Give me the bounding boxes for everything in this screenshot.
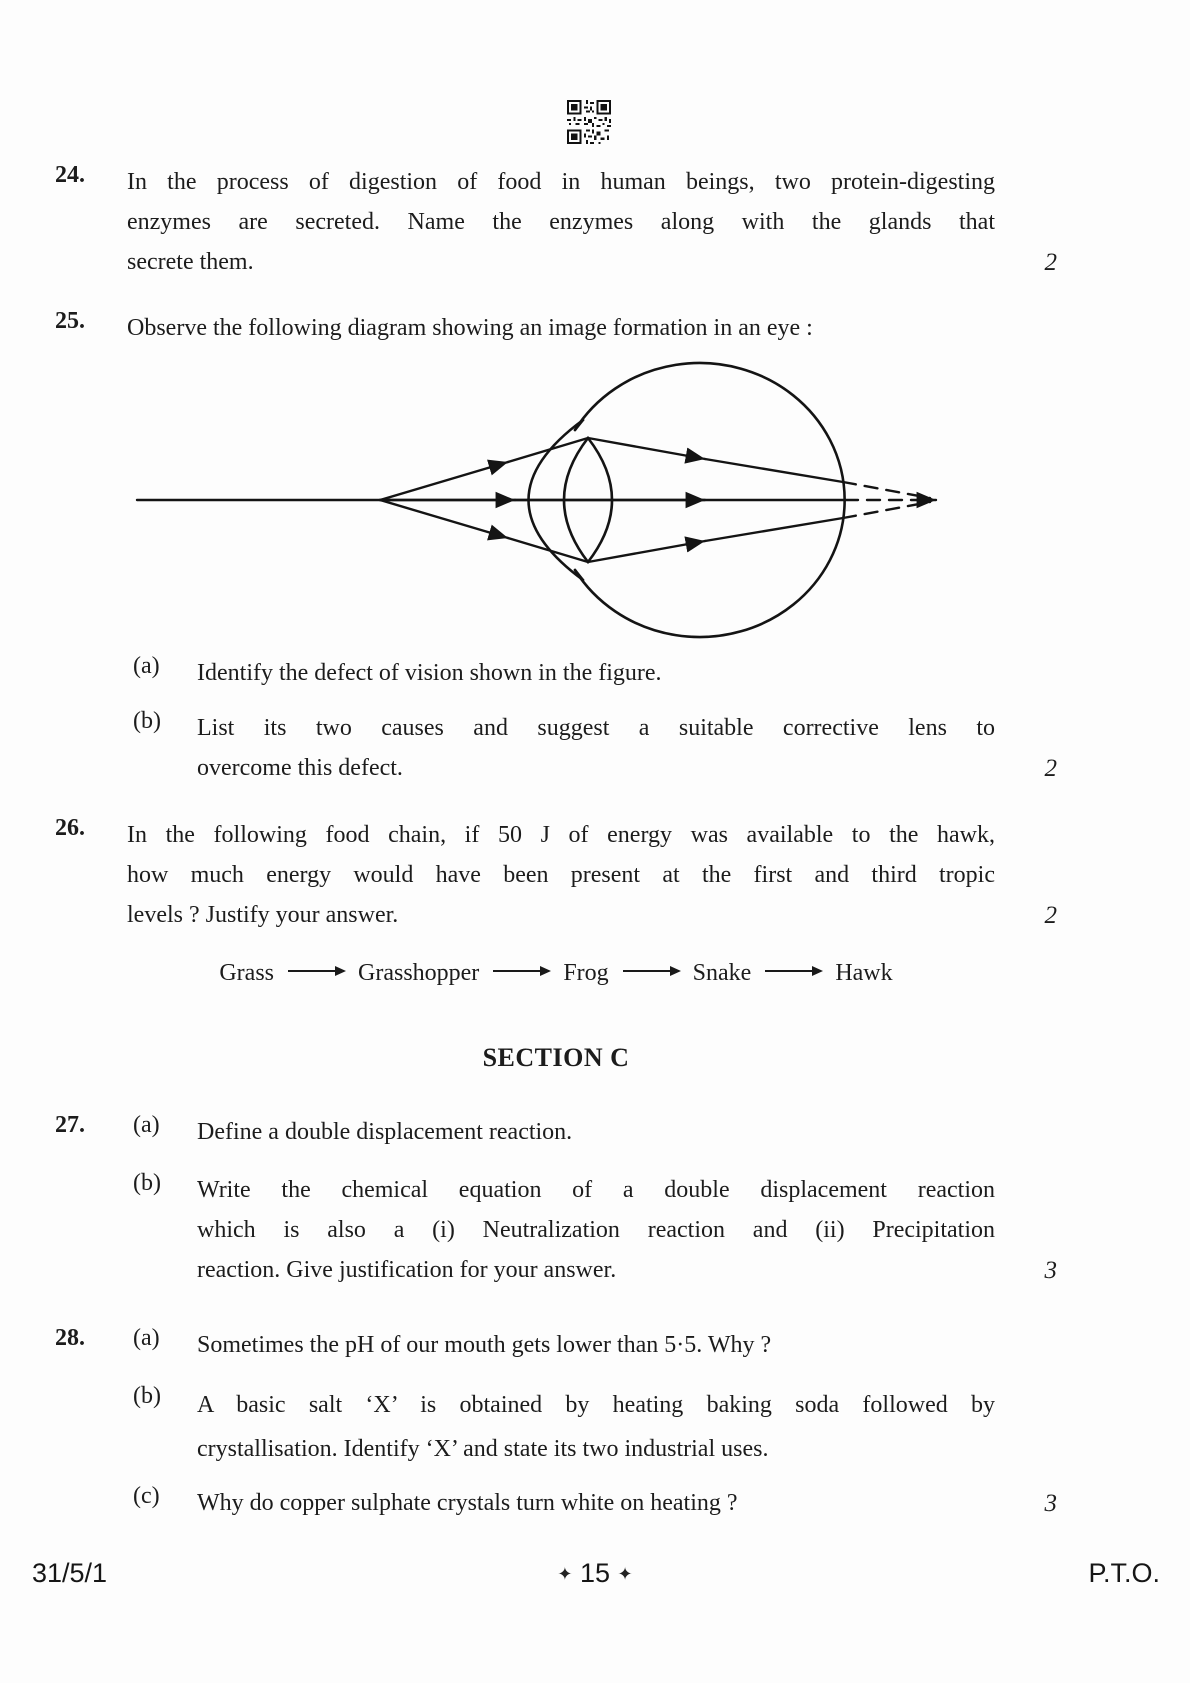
question-line: In the following food chain, if 50 J of energy was available to the hawk, bbox=[127, 822, 995, 848]
part-label: (b) bbox=[133, 1170, 161, 1196]
food-chain-item: Hawk bbox=[835, 960, 893, 987]
arrow-icon bbox=[288, 970, 344, 972]
question-27b bbox=[55, 1170, 1057, 1290]
star-ornament-icon: ✦ bbox=[617, 1564, 633, 1585]
question-number: 26. bbox=[55, 815, 85, 841]
question-28b bbox=[55, 1383, 1057, 1471]
qr-code-image bbox=[567, 100, 611, 144]
question-26 bbox=[55, 815, 1057, 935]
paper-code: 31/5/1 bbox=[32, 1558, 108, 1588]
question-line: secrete them. bbox=[127, 249, 254, 275]
question-line: overcome this defect. bbox=[197, 755, 403, 781]
pto-label: P.T.O. bbox=[1088, 1558, 1160, 1588]
marks-value: 2 bbox=[1044, 755, 1057, 782]
food-chain-item: Snake bbox=[692, 960, 752, 987]
section-heading: SECTION C bbox=[482, 1043, 630, 1072]
question-line: Why do copper sulphate crystals turn white on heating ? bbox=[197, 1490, 738, 1516]
marks-value: 3 bbox=[1044, 1490, 1057, 1517]
part-label: (b) bbox=[133, 708, 161, 734]
question-25b bbox=[55, 708, 1057, 788]
question-line: enzymes are secreted. Name the enzymes along with the glands that bbox=[127, 209, 995, 235]
question-line: crystallisation. Identify ‘X’ and state its two industrial uses. bbox=[197, 1436, 769, 1462]
dashed-focus-rays bbox=[843, 482, 936, 518]
question-27a bbox=[55, 1112, 1057, 1152]
star-ornament-icon: ✦ bbox=[557, 1564, 573, 1585]
part-label: (a) bbox=[133, 1112, 160, 1138]
question-number: 25. bbox=[55, 308, 85, 334]
food-chain bbox=[55, 952, 1057, 993]
question-number: 24. bbox=[55, 162, 85, 188]
question-25a bbox=[55, 653, 1057, 693]
question-24 bbox=[55, 162, 1057, 282]
page-number-row bbox=[0, 1553, 1190, 1595]
question-line: Define a double displacement reaction. bbox=[197, 1119, 573, 1145]
eye-diagram bbox=[100, 338, 980, 650]
page-footer bbox=[0, 1553, 1190, 1593]
marks-value: 3 bbox=[1044, 1257, 1057, 1284]
question-28c bbox=[55, 1483, 1057, 1523]
marks-value: 2 bbox=[1044, 249, 1057, 276]
question-number: 28. bbox=[55, 1325, 85, 1351]
food-chain-item: Grass bbox=[219, 960, 274, 987]
question-line: Observe the following diagram showing an image formation in an eye : bbox=[127, 315, 813, 341]
arrow-icon bbox=[765, 970, 821, 972]
arrow-icon bbox=[493, 970, 549, 972]
question-line: Identify the defect of vision shown in the figure. bbox=[197, 660, 662, 686]
question-number: 27. bbox=[55, 1112, 85, 1138]
arrow-icon bbox=[623, 970, 679, 972]
page-number: 15 bbox=[579, 1558, 611, 1588]
part-label: (b) bbox=[133, 1383, 161, 1409]
question-line: Write the chemical equation of a double displacement reaction bbox=[197, 1177, 995, 1203]
question-line: List its two causes and suggest a suitable corrective lens to bbox=[197, 715, 995, 741]
food-chain-item: Frog bbox=[563, 960, 609, 987]
question-line: A basic salt ‘X’ is obtained by heating baking soda followed by bbox=[197, 1392, 995, 1418]
part-label: (c) bbox=[133, 1483, 160, 1509]
question-line: how much energy would have been present at the first and third tropic bbox=[127, 862, 995, 888]
question-line: levels ? Justify your answer. bbox=[127, 902, 399, 928]
question-line: In the process of digestion of food in human beings, two protein-digesting bbox=[127, 169, 995, 195]
question-line: reaction. Give justification for your answer. bbox=[197, 1257, 617, 1283]
question-line: which is also a (i) Neutralization reaction and (ii) Precipitation bbox=[197, 1217, 995, 1243]
part-label: (a) bbox=[133, 1325, 160, 1351]
question-line: Sometimes the pH of our mouth gets lower than 5·5. Why ? bbox=[197, 1332, 772, 1358]
marks-value: 2 bbox=[1044, 902, 1057, 929]
part-label: (a) bbox=[133, 653, 160, 679]
food-chain-item: Grasshopper bbox=[358, 960, 480, 987]
question-28a bbox=[55, 1325, 1057, 1365]
